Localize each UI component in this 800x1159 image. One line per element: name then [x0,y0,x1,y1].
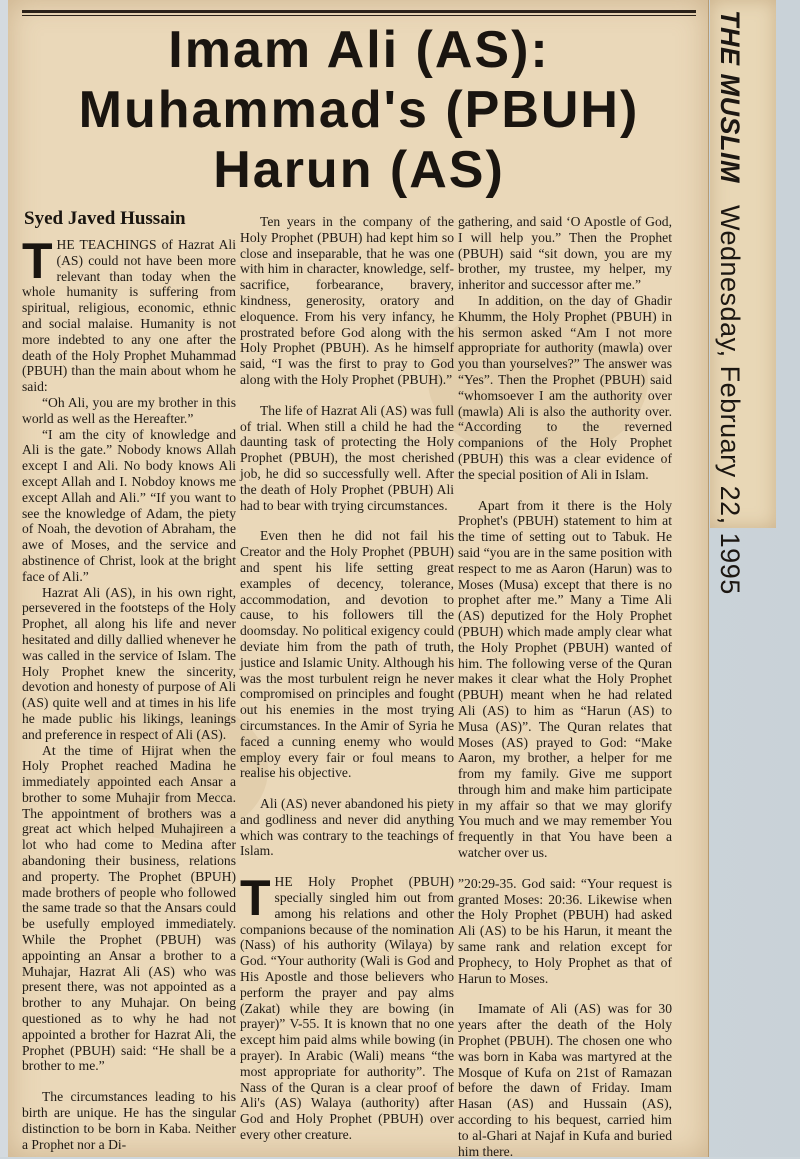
paragraph: “I am the city of knowledge and Ali is the gate.” Nobody knows Allah except I and Ali. No body knows Ali except Allah and I. Nobdoy knows me except Allah and Ali.” “If you want to see the knowledge of Adam, the piety of Noah, the devotion of Abraham, the awe of Moses, and the service and abstinence of Christ, look at the bright face of Ali.” [22,426,236,584]
paragraph: The circumstances leading to his birth are unique. He has the singular distinction to be born in Kaba. Neither a Prophet nor a Di- [22,1089,236,1152]
newspaper-name: THE MUSLIM [715,10,745,183]
paragraph: Hazrat Ali (AS), in his own right, persevered in the footsteps of the Holy Prophet, all along his life and never hesitated and dilly dallied whenever he was called in the service of Islam. The Holy Prophet knew the sincerity, devotion and honesty of purpose of Ali (AS) quite well and at times in his life he made public his likings, leanings and preference in respect of Ali (AS). [22,584,236,742]
byline: Syed Javed Hussain [24,208,186,229]
masthead-text [714,10,745,595]
publication-date: Wednesday, February 22, 1995 [715,205,745,595]
paragraph: ”20:29-35. God said: “Your request is granted Moses: 20:36. Likewise when the Holy Prophet (PBUH) had asked Ali (AS) to be his Harun, it meant the same rank and relation except for Prophecy, to Holy Prophet as that of Harun to Moses. [458,875,672,986]
top-rule [22,10,696,13]
paragraph: THE TEACHINGS of Hazrat Ali (AS) could not have been more relevant than today when the whole humanity is suffering from spiritual, religious, economic, ethnic and social malaise. Humanity is not more indebted to any one after the death of the Holy Prophet Muhammad (PBUH) than the main about whom he said: [22,233,236,395]
drop-cap: T [22,233,53,289]
paragraph: gathering, and said ‘O Apostle of God, I will help you.” Then the Prophet (PBUH) said “sit down, you are my brother, my trustee, my helper, my inheritor and successor after me.” [458,214,672,293]
column-3 [458,214,672,1159]
paragraph: At the time of Hijrat when the Holy Prophet reached Madina he immediately appointed each Ansar a brother to some Muhajir from Mecca. The appointment of brothers was a great act which helped Muhajireen a lot who had come to Medina after abandoning their business, relations and property. The Prophet (BPUH) made brothers of people who followed the same trade so that the Ansars could be usefully employed immediately. While the Prophet (PBUH) was appointing an Ansar a brother to a Muhajar, Hazrat Ali (AS) who was present there, was not appointed as a brother to any Muhajar. On being questioned as to why he had not appointed a brother for Hazrat Ali, the Prophet (PBUH) said: “He shall be a brother to me.” [22,742,236,1074]
paragraph: In addition, on the day of Ghadir Khumm, the Holy Prophet (PBUH) in his sermon asked “Am I not more appropriate for authority (mawla) over you than yourselves?” The answer was “Yes”. Then the Prophet (PBUH) said “whomsoever I am the authority over (mawla) Ali is also the authority over. “According to the reverned companions of the Holy Prophet (PBUH) this was a clear evidence of the special position of Ali in Islam. [458,292,672,482]
headline-line-1: Imam Ali (AS): [168,21,550,79]
masthead-strip [710,0,776,595]
headline-line-3: Harun (AS) [213,141,505,199]
paragraph: Apart from it there is the Holy Prophet's (PBUH) statement to him at the time of setting out to Tabuk. He said “you are in the same position with respect to me as Aaron (Harun) was to Moses (Musa) except that there is no prophet after me.” Many a Time Ali (AS) deputized for the Holy Prophet (PBUH) which made amply clear what the Holy Prophet (PBUH) wanted of him. The following verse of the Quran makes it clear what the Holy Prophet (PBUH) meant when he had related Ali (AS) to him as “Harun (AS) to Musa (AS)”. The Quran relates that Moses (AS) prayed to God: “Make Aaron, my brother, a helper for me from my family. Give me support through him and make him participate in my affair so that we may glorify You much and we may remember You frequently in that You have been a watcher over us. [458,497,672,861]
headline [22,20,696,200]
paragraph: The life of Hazrat Ali (AS) was full of trial. When still a child he had the daunting task of protecting the Holy Prophet (PBUH), the most cherished job, he did so successfully well. After the death of Holy Prophet (PBUH) Ali had to bear with trying circumstances. [240,402,454,513]
top-rule-thin [22,15,696,16]
paragraph: THE Holy Prophet (PBUH) specially singled him out from among his relations and other companions because of the nomination (Nass) of his authority (Wilaya) by God. “Your authority (Wali is God and His Apostle and those believers who perform the prayer and pay alms (Zakat) while they are bowing (in prayer)” V-55. It is known that no one except him paid alms while bowing (in prayer). In Arabic (Wali) means “the most appropriate for authority”. The Nass of the Quran is a clear proof of Ali's (AS) Walaya (authority) after God and Holy Prophet (PBUH) over every other creature. [240,870,454,1143]
column-1 [22,233,236,1152]
column-2 [240,214,454,1143]
drop-cap: T [240,870,271,927]
paragraph: Even then he did not fail his Creator and the Holy Prophet (PBUH) and spent his life setting great examples of decency, tolerance, accommodation, and devotion to cause, to his followers till the doomsday. No political exigency could deviate him from the path of truth, justice and Islamic Unity. Although his was the most turbulent reign he never compromised on principles and fought out his enemies in the most trying circumstances. In the Amir of Syria he faced a cunning enemy who would employ every fair or foul means to realise his objective. [240,528,454,781]
paragraph: “Oh Ali, you are my brother in this world as well as the Hereafter.” [22,394,236,426]
paragraph: Ten years in the company of the Holy Prophet (PBUH) had kept him so close and inseparable, that he was one with him in character, knowledge, self-sacrifice, forbearance, bravery, kindness, generosity, oratory and eloquence. From his very infancy, he prostrated before God along with the Holy Prophet (PBUH). As he himself said, “I was the first to pray to God along with the Holy Prophet (PBUH).” [240,214,454,387]
paragraph: Ali (AS) never abandoned his piety and godliness and never did anything which was contrary to the teachings of Islam. [240,796,454,859]
headline-line-2: Muhammad's (PBUH) [78,81,640,139]
paragraph: Imamate of Ali (AS) was for 30 years after the death of the Holy Prophet (PBUH). The chosen one who was born in Kaba was martyred at the Mosque of Kufa on 21st of Ramazan before the dawn of Friday. Imam Hasan (AS) and Hussain (AS), according to his bequest, carried him to al-Ghari at Najaf in Kufa and buried him there. [458,1001,672,1159]
